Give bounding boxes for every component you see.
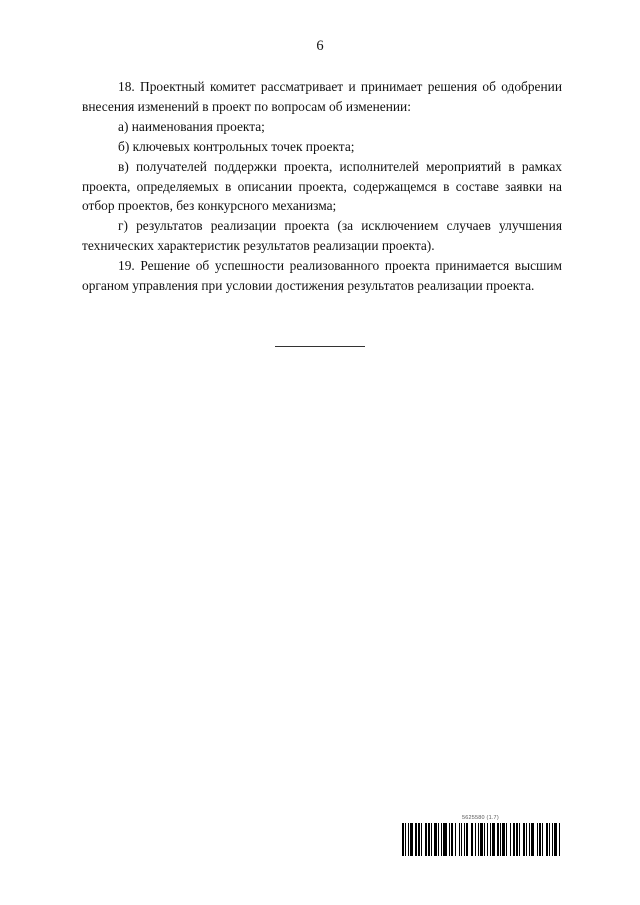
list-item-b: б) ключевых контрольных точек проекта; <box>118 138 355 154</box>
list-item-a: а) наименования проекта; <box>118 118 265 134</box>
page-number: 6 <box>316 38 324 54</box>
list-item-g: г) результатов реализации проекта (за исключением случаев улучшения технических характеристик результатов реализации проекта). <box>82 218 562 254</box>
paragraph-19: 19. Решение об успешности реализованного проекта принимается высшим органом управления при условии достижения результатов реализации проекта. <box>82 258 562 294</box>
document-body <box>82 77 562 296</box>
document-code: 5625580 (1.7) <box>462 815 499 821</box>
barcode <box>402 823 561 856</box>
end-separator-line <box>275 346 365 347</box>
list-item-v: в) получателей поддержки проекта, исполнителей мероприятий в рамках проекта, определяемых в описании проекта, содержащемся в составе заявки на отбор проектов, без конкурсного механизма; <box>82 158 562 214</box>
barcode-bar <box>559 823 560 856</box>
paragraph-18: 18. Проектный комитет рассматривает и принимает решения об одобрении внесения изменений в проект по вопросам об изменении: <box>82 79 562 114</box>
